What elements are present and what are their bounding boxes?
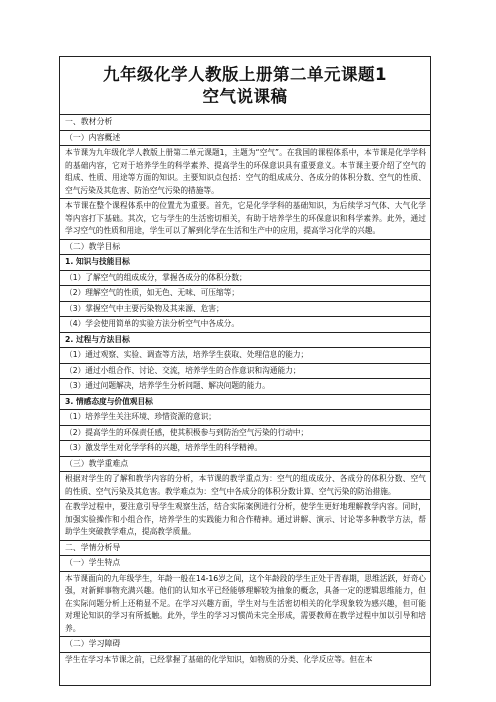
paragraph-row: （2）理解空气的性质，如无色、无味、可压缩等；: [60, 286, 430, 302]
heading-row: 一、教材分析: [60, 115, 430, 131]
document-title: 九年级化学人教版上册第二单元课题1空气说课稿: [103, 64, 387, 106]
heading-row: 二、学情分析导: [60, 541, 430, 557]
lesson-plan-table: [59, 56, 431, 686]
heading-row: （三）教学重难点: [60, 457, 430, 473]
paragraph-row: （1）培养学生关注环境、珍惜资源的意识；: [60, 410, 430, 426]
heading-row: （二）学习障碍: [60, 637, 430, 653]
paragraph-row: 学生在学习本节课之前，已经掌握了基础的化学知识，如物质的分类、化学反应等。但在本: [65, 654, 373, 664]
paragraph-row: （1）通过观察、实验、调查等方法，培养学生获取、处理信息的能力；: [60, 348, 430, 364]
paragraph-row: （2）提高学生的环保责任感，使其积极参与到防治空气污染的行动中；: [60, 426, 430, 442]
paragraph-row: （3）掌握空气中主要污染物及其来源、危害；: [60, 302, 430, 318]
paragraph-row: 本节课为九年级化学人教版上册第二单元课题1，主题为“空气”。在我国的课程体系中，本节课是化学学科的基础内容，它对于培养学生的科学素养、提高学生的环保意识具有重要意义。本节课主要介绍了空气的组成、性质、用途等方面的知识。主要知识点包括：空气的组成成分、各成分的体积分数、空气的性质、空气污染及其危害、防治空气污染的措施等。: [60, 146, 430, 199]
paragraph-row: 根据对学生的了解和教学内容的分析，本节课的教学重点为：空气的组成成分、各成分的体积分数、空气的性质、空气污染及其危害。教学难点为：空气中各成分的体积分数计算、空气污染的防治措施。: [60, 472, 430, 500]
paragraph-row: （2）通过小组合作、讨论、交流，培养学生的合作意识和沟通能力；: [60, 364, 430, 380]
subheading-row: 1. 知识与技能目标: [60, 255, 430, 271]
content-rows: [60, 115, 430, 667]
paragraph-row: （3）激发学生对化学学科的兴趣，培养学生的科学精神。: [60, 441, 430, 457]
subheading-row: 3. 情感态度与价值观目标: [60, 395, 430, 411]
paragraph-row: 在教学过程中，要注意引导学生观察生活，结合实际案例进行分析，使学生更好地理解教学内容。同时，加强实验操作和小组合作，培养学生的实践能力和合作精神。通过讲解、演示、讨论等多种教学方法，帮助学生突破教学难点，提高教学质量。: [60, 500, 430, 541]
paragraph-row: （3）通过问题解决，培养学生分析问题、解决问题的能力。: [60, 379, 430, 395]
paragraph-row: （4）学会使用简单的实验方法分析空气中各成分。: [60, 317, 430, 333]
heading-row: （二）教学目标: [60, 240, 430, 256]
heading-row: （一）内容概述: [60, 131, 430, 147]
heading-row: （一）学生特点: [60, 556, 430, 572]
paragraph-row: 本节课在整个课程体系中的位置尤为重要。首先，它是化学学科的基础知识，为后续学习气体、大气化学等内容打下基础。其次，它与学生的生活密切相关，有助于培养学生的环保意识和科学素养。此外，通过学习空气的性质和用途，学生可以了解到化学在生活和生产中的应用，提高学习化学的兴趣。: [60, 199, 430, 240]
title-cell: [60, 57, 430, 115]
paragraph-row: （1）了解空气的组成成分，掌握各成分的体积分数；: [60, 271, 430, 287]
subheading-row: 2. 过程与方法目标: [60, 333, 430, 349]
paragraph-row: 本节课面向的九年级学生，年龄一般在14-16岁之间，这个年龄段的学生正处于青春期，思维活跃，好奇心强，对新鲜事物充满兴趣。他们的认知水平已经能够理解较为抽象的概念，具备一定的逻辑思维能力，但在实际问题分析上还稍显不足。在学习兴趣方面，学生对与生活密切相关的化学现象较为感兴趣，但可能对理论知识的学习有所抵触。此外，学生的学习习惯尚未完全形成，需要教师在教学过程中加以引导和培养。: [60, 572, 430, 638]
